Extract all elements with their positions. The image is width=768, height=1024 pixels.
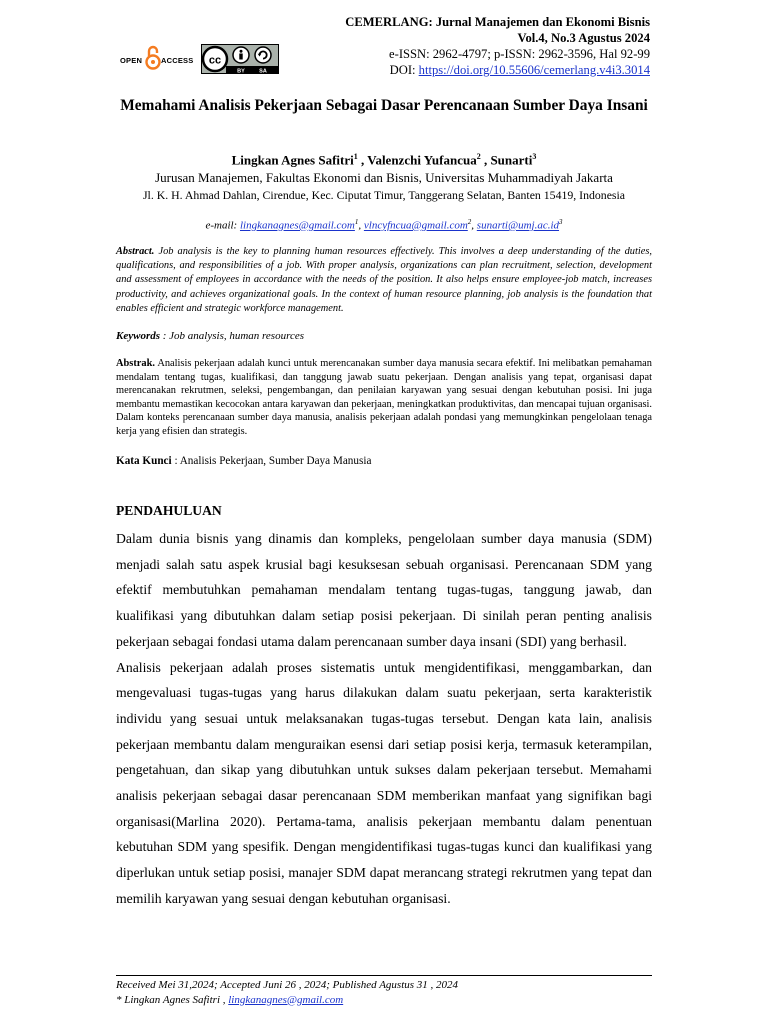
body-paragraph: Analisis pekerjaan adalah proses sistematis untuk mengidentifikasi, menggambarkan, dan mengevaluasi tugas-tugas yang harus dilakukan dalam suatu pekerjaan, serta karakteristik individu yang sesuai untuk melaksanakan tugas-tugas tersebut. Dengan kata lain, analisis pekerjaan membantu dalam menguraikan esensi dari setiap posisi kerja, termasuk keterampilan, pengetahuan, dan sikap yang dibutuhkan untuk sukses dalam pekerjaan tersebut. Memahami analisis pekerjaan sebagai dasar perencanaan SDM memberikan manfaat yang signifikan bagi organisasi(Marlina 2020). Pertama-tama, analisis pekerjaan membantu dalam penentuan kebutuhan SDM yang spesifik. Dengan mengidentifikasi tugas-tugas kunci dan kualifikasi yang diperlukan untuk setiap posisi, manajer SDM dapat merancang strategi rekrutmen yang tepat dan memilih karyawan yang sesuai dengan kebutuhan organisasi. [116, 659, 652, 906]
corresponding-author-name: * Lingkan Agnes Safitri , [116, 993, 229, 1006]
abstract-english [116, 245, 652, 316]
keywords-english-label: Keywords [116, 330, 160, 342]
abstract-indonesian [116, 357, 652, 438]
body-paragraph: Dalam dunia bisnis yang dinamis dan kompleks, pengelolaan sumber daya manusia (SDM) menjadi salah satu aspek krusial bagi kesuksesan sebuah organisasi. Perencanaan SDM yang efektif membutuhkan pemahaman mendalam tentang tugas-tugas, tanggung jawab, dan kualifikasi yang dibutuhkan dalam setiap posisi pekerjaan. Di sinilah peran penting analisis pekerjaan sebagai fondasi utama dalam perencanaan sumber daya insani (SDI) yang berhasil. [116, 531, 652, 649]
page-footer [116, 978, 652, 1007]
footer-divider [116, 975, 652, 976]
journal-doi [345, 62, 650, 78]
open-access-lock-icon [145, 45, 161, 71]
author-list: Lingkan Agnes Safitri$^1$ , Valenzchi Yufancua$^2$ , Sunarti$^3$ [231, 152, 537, 168]
license-by-text: BY [237, 68, 245, 74]
author-name: Sunarti [490, 152, 533, 168]
keywords-english-text: : Job analysis, human resources [160, 330, 304, 342]
corresponding-author [116, 993, 652, 1008]
svg-text:cc: cc [208, 54, 222, 67]
open-access-logo [120, 47, 198, 71]
open-access-access-text: ACCESS [161, 56, 194, 65]
received-dates: Received Mei 31,2024; Accepted Juni 26 , 2024; Published Agustus 31 , 2024 [116, 979, 459, 991]
journal-name: CEMERLANG: Jurnal Manajemen dan Ekonomi Bisnis [345, 15, 650, 29]
license-logos [120, 43, 280, 75]
body-text [116, 526, 652, 912]
article-title: Memahami Analisis Pekerjaan Sebagai Dasar Perencanaan Sumber Daya Insani [120, 97, 648, 114]
abstract-indonesian-text: Analisis pekerjaan adalah kunci untuk merencanakan sumber daya manusia secara efektif. Ini melibatkan pemahaman mendalam tentang tugas, kualifikasi, dan tanggung jawab suatu pekerjaan. Dengan analisis yang tepat, organisasi dapat merencanakan rekrutmen, seleksi, pengembangan, dan penilaian karyawan yang sesuai dengan kebutuhan posisi. Ini juga membantu memastikan kecocokan antara karyawan dan pekerjaan, meningkatkan produktivitas, dan mencapai tujuan organisasi. Dalam konteks perencanaan sumber daya manusia, analisis pekerjaan adalah pondasi yang memungkinkan pengelolaan tenaga kerja yang efisien dan strategis. [116, 358, 652, 437]
doi-link[interactable]: https://doi.org/10.55606/cemerlang.v4i3.3014 [418, 63, 650, 77]
author-mark: 3 [532, 152, 537, 161]
keywords-indonesian-text: : Analisis Pekerjaan, Sumber Daya Manusia [171, 455, 372, 467]
author-name: Lingkan Agnes Safitri [231, 152, 354, 168]
author-mark: 1 [353, 152, 358, 161]
open-access-open-text: OPEN [120, 56, 143, 65]
abstract-english-label: Abstract. [116, 246, 155, 257]
keywords-indonesian [116, 455, 652, 467]
doi-prefix: DOI: [389, 63, 419, 77]
author-mark: 2 [476, 152, 481, 161]
journal-issn: e-ISSN: 2962-4797; p-ISSN: 2962-3596, Hal 92-99 [389, 47, 650, 61]
email-label: e-mail: [205, 219, 240, 232]
license-sa-text: SA [259, 68, 267, 74]
journal-header [345, 14, 650, 78]
author-affiliation: Jurusan Manajemen, Fakultas Ekonomi dan Bisnis, Universitas Muhammadiyah Jakarta [155, 170, 613, 185]
abstract-indonesian-label: Abstrak. [116, 358, 155, 369]
cc-by-sa-license-icon [201, 44, 279, 74]
author-address: Jl. K. H. Ahmad Dahlan, Cirendue, Kec. Ciputat Timur, Tanggerang Selatan, Banten 15419, Indonesia [142, 188, 626, 202]
journal-volume: Vol.4, No.3 Agustus 2024 [517, 31, 650, 45]
email-link[interactable]: sunarti@umj.ac.id [476, 219, 560, 232]
keywords-english [116, 330, 652, 342]
section-heading: PENDAHULUAN [116, 503, 222, 518]
corresponding-email-link[interactable]: lingkanagnes@gmail.com [228, 993, 344, 1006]
email-link[interactable]: vlncyfncua@gmail.com [363, 219, 468, 232]
author-emails: e-mail: lingkanagnes@gmail.com$^1$, vlncyfncua@gmail.com$^2$, $sunarti@umj.ac.id^3$ [205, 218, 563, 232]
author-name: Valenzchi Yufancua [367, 152, 477, 168]
email-mark: 1 [354, 218, 359, 226]
abstract-english-text: Job analysis is the key to planning human resources effectively. This involves a deep understanding of the duties, qualifications, and responsibilities of a job. With proper analysis, organizations can plan recruitment, selection, development and assessment of employees in accordance with the needs of the position. It also helps ensure employee-job match, increases productivity, and achieves organizational goals. In the context of human resource planning, job analysis is the foundation that enables efficient and strategic workforce management. [116, 246, 652, 314]
keywords-indonesian-label: Kata Kunci [116, 455, 172, 467]
email-link[interactable]: lingkanagnes@gmail.com [239, 219, 355, 232]
email-mark: 3 [559, 218, 563, 226]
email-mark: 2 [467, 218, 472, 226]
